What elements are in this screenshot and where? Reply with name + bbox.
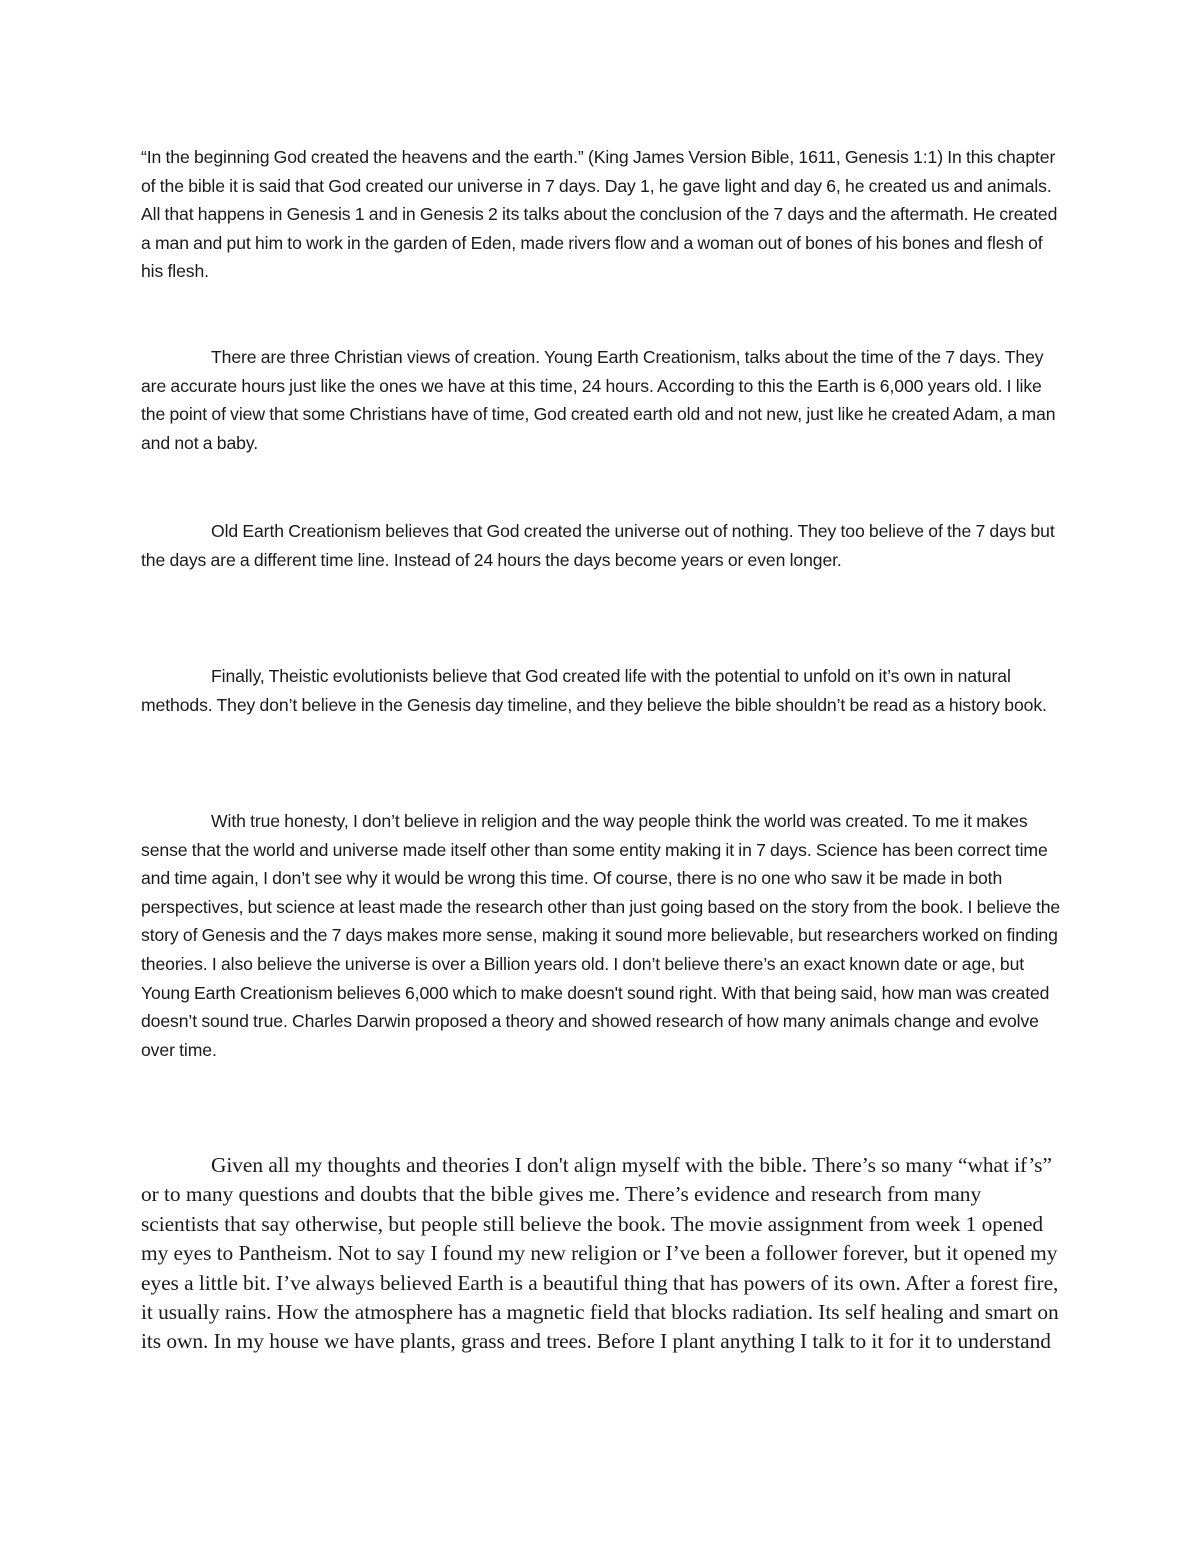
paragraph-genesis-intro: “In the beginning God created the heavens and the earth.” (King James Version Bible, 1611, Genesis 1:1) In this chapter of the bible it is said that God created our universe in 7 days. Day 1, he gave light and day 6, he created us and animals. All that happens in Genesis 1 and in Genesis 2 its talks about the conclusion of the 7 days and the aftermath. He created a man and put him to work in the garden of Eden, made rivers flow and a woman out of bones of his bones and flesh of his flesh. xyxy=(141,147,1058,282)
paragraph-young-earth-creationism: There are three Christian views of creation. Young Earth Creationism, talks about the time of the 7 days. They are accurate hours just like the ones we have at this time, 24 hours. According to this the Earth is 6,000 years old. I like the point of view that some Christians have of time, God created earth old and not new, just like he created Adam, a man and not a baby. xyxy=(141,347,1056,453)
paragraph-personal-view: With true honesty, I don’t believe in religion and the way people think the world was created. To me it makes sense that the world and universe made itself other than some entity making it in 7 days. Science has been correct time and time again, I don’t see why it would be wrong this time. Of course, there is no one who saw it be made in both perspectives, but science at least made the research other than just going based on the story from the book. I believe the story of Genesis and the 7 days makes more sense, making it sound more believable, but researchers worked on finding theories. I also believe the universe is over a Billion years old. I don’t believe there’s an exact known date or age, but Young Earth Creationism believes 6,000 which to make doesn't sound right. With that being said, how man was created doesn’t sound true. Charles Darwin proposed a theory and showed research of how many animals change and evolve over time. xyxy=(141,811,1061,1060)
paragraph-pantheism-reflection: Given all my thoughts and theories I don't align myself with the bible. There’s so many “what if’s” or to many questions and doubts that the bible gives me. There’s evidence and research from many scientists that say otherwise, but people still believe the book. The movie assignment from week 1 opened my eyes to Pantheism. Not to say I found my new religion or I’ve been a follower forever, but it opened my eyes a little bit. I’ve always believed Earth is a beautiful thing that has powers of its own. After a forest fire, it usually rains. How the atmosphere has a magnetic field that blocks radiation. Its self healing and smart on its own. In my house we have plants, grass and trees. Before I plant anything I talk to it for it to understand xyxy=(141,1153,1059,1354)
paragraph-theistic-evolution: Finally, Theistic evolutionists believe that God created life with the potential to unfold on it’s own in natural methods. They don’t believe in the Genesis day timeline, and they believe the bible shouldn’t be read as a history book. xyxy=(141,666,1047,715)
paragraph-old-earth-creationism: Old Earth Creationism believes that God created the universe out of nothing. They too believe of the 7 days but the days are a different time line. Instead of 24 hours the days become years or even longer. xyxy=(141,521,1055,570)
